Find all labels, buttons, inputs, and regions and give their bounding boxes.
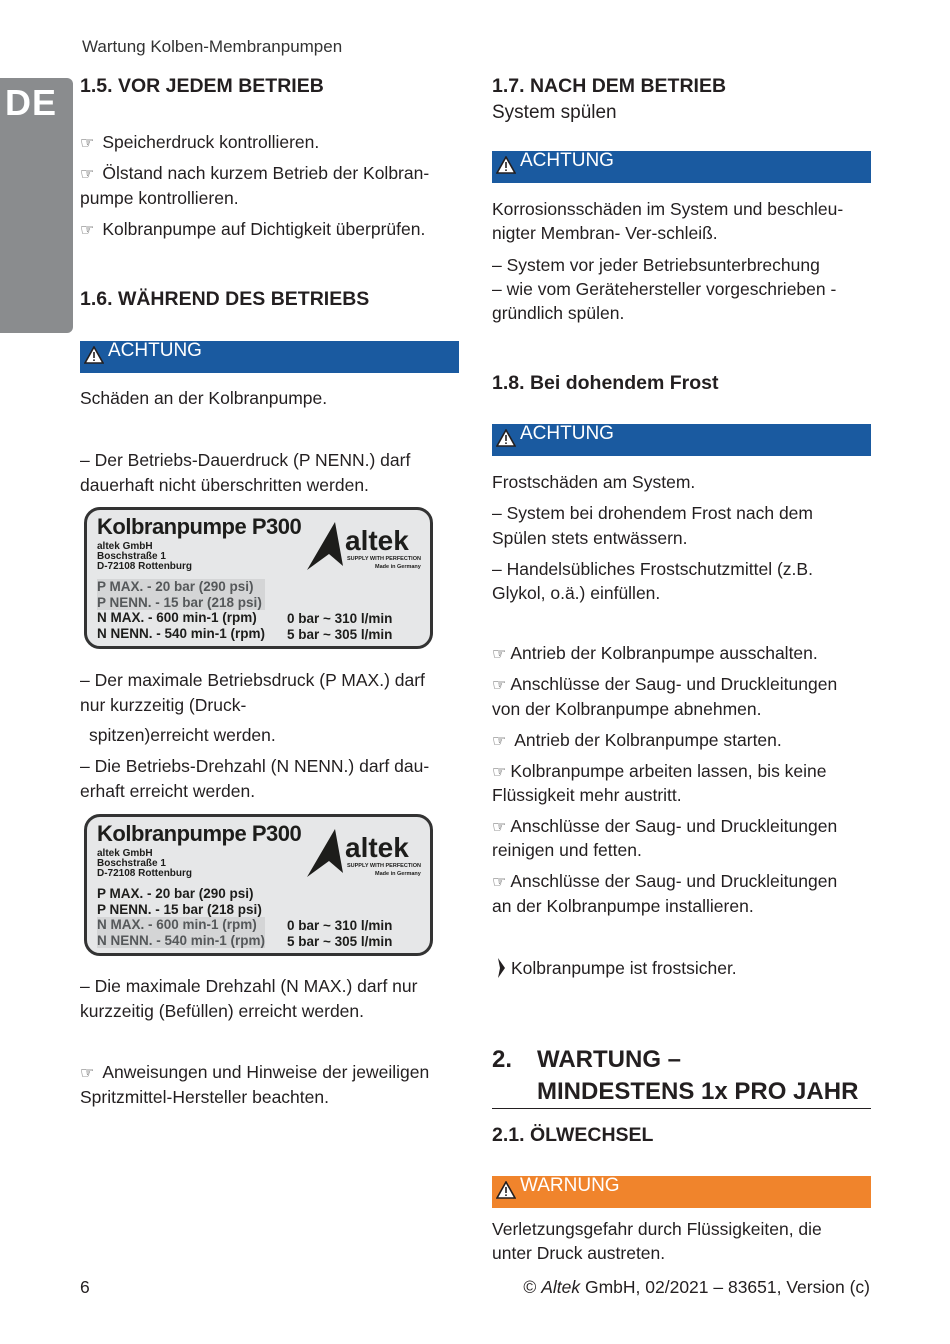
paragraph: kurzzeitig (Befüllen) erreicht werden. [80, 1001, 365, 1021]
list-item: ☞ Antrieb der Kolbranpumpe ausschalten. [492, 643, 818, 663]
running-header: Wartung Kolben-Membranpumpen [82, 37, 343, 56]
section-heading-1-6: 1.6. WÄHREND DES BETRIEBS [80, 288, 370, 310]
paragraph: – Die maximale Drehzahl (N MAX.) darf nur [80, 976, 418, 996]
paragraph: gründlich spülen. [492, 303, 625, 323]
paragraph: Korrosionsschäden im System und beschleu- [492, 199, 844, 219]
paragraph: – System bei drohendem Frost nach dem [492, 503, 813, 523]
paragraph: nur kurzzeitig (Druck- [80, 695, 247, 715]
pointing-hand-icon: ☞ [492, 646, 507, 663]
list-item: ☞ Antrieb der Kolbranpumpe starten. [492, 730, 782, 750]
language-tab [0, 78, 73, 333]
warning-triangle-icon [496, 1181, 516, 1199]
paragraph: – Handelsübliches Frostschutzmittel (z.B. [492, 559, 813, 579]
type-plate-image [84, 814, 433, 956]
altek-logo-icon [305, 520, 433, 574]
achtung-bar: ACHTUNG [80, 341, 459, 373]
list-item-continuation: von der Kolbranpumpe abnehmen. [492, 699, 762, 719]
paragraph: erhaft erreicht werden. [80, 781, 256, 801]
type-plate-image [84, 507, 433, 649]
list-item: ☞ Anschlüsse der Saug- und Druckleitungen [492, 674, 838, 694]
result-line: Kolbranpumpe ist frostsicher. [496, 956, 737, 981]
list-item: ☞ Anschlüsse der Saug- und Druckleitungen [492, 816, 838, 836]
paragraph: – Der Betriebs-Dauerdruck (P NENN.) darf [80, 450, 411, 470]
paragraph: nigter Membran- Ver-schleiß. [492, 223, 718, 243]
warning-triangle-icon [84, 346, 104, 364]
list-item-continuation: pumpe kontrollieren. [80, 188, 239, 208]
section-heading-2-1: 2.1. ÖLWECHSEL [492, 1124, 654, 1146]
altek-logo [305, 520, 433, 574]
list-item: ☞ Kolbranpumpe auf Dichtigkeit überprüfen. [80, 219, 426, 239]
list-item-continuation: Flüssigkeit mehr austritt. [492, 785, 682, 805]
pointing-hand-icon: ☞ [492, 764, 507, 781]
paragraph: – Der maximale Betriebsdruck (P MAX.) darf [80, 670, 425, 690]
list-item: ☞ Speicherdruck kontrollieren. [80, 132, 320, 152]
altek-logo-icon [305, 827, 433, 881]
section-heading-1-5: 1.5. VOR JEDEM BETRIEB [80, 75, 324, 97]
pointing-hand-icon: ☞ [492, 874, 507, 891]
plate-title: Kolbranpumpe P300 [97, 821, 302, 846]
list-item: ☞ Ölstand nach kurzem Betrieb der Kolbran- [80, 163, 430, 183]
paragraph: – wie vom Gerätehersteller vorgeschrieben - [492, 279, 837, 299]
paragraph: Verletzungsgefahr durch Flüssigkeiten, die [492, 1219, 822, 1239]
paragraph: spitzen)erreicht werden. [89, 725, 276, 745]
pointing-hand-icon: ☞ [492, 677, 507, 694]
warnung-bar: WARNUNG [492, 1176, 871, 1208]
logo-tagline: SUPPLY WITH PERFECTION [347, 863, 421, 869]
list-item: ☞ Kolbranpumpe arbeiten lassen, bis keine [492, 761, 827, 781]
altek-logo [305, 827, 433, 881]
plate-flow: 0 bar ~ 310 l/min 5 bar ~ 305 l/min [287, 918, 393, 949]
paragraph: unter Druck austreten. [492, 1243, 666, 1263]
logo-text: altek [345, 525, 409, 556]
paragraph: – Die Betriebs-Drehzahl (N NENN.) darf dau- [80, 756, 430, 776]
chapter-number: 2. [492, 1046, 513, 1073]
list-item: ☞ Anweisungen und Hinweise der jeweiligen [80, 1062, 430, 1082]
plate-flow: 0 bar ~ 310 l/min 5 bar ~ 305 l/min [287, 611, 393, 642]
section-subheading: System spülen [492, 102, 617, 123]
list-item-continuation: an der Kolbranpumpe installieren. [492, 896, 754, 916]
section-heading-1-8: 1.8. Bei dohendem Frost [492, 372, 719, 394]
paragraph: dauerhaft nicht überschritten werden. [80, 475, 369, 495]
section-heading-1-7: 1.7. NACH DEM BETRIEB [492, 75, 727, 97]
plate-address: altek GmbH Boschstraße 1 D-72108 Rottenburg [97, 541, 193, 572]
pointing-hand-icon: ☞ [80, 135, 95, 152]
logo-made: Made in Germany [375, 564, 421, 570]
logo-made: Made in Germany [375, 871, 421, 877]
list-item: ☞ Anschlüsse der Saug- und Druckleitungen [492, 871, 838, 891]
language-tab-label: DE [5, 82, 58, 123]
result-arrow-icon [496, 958, 506, 978]
list-item-continuation: reinigen und fetten. [492, 840, 642, 860]
plate-specs: P MAX. - 20 bar (290 psi) P NENN. - 15 bar (218 psi) N MAX. - 600 min-1 (rpm) N NENN. - 540 min-1 (rpm) [97, 886, 266, 948]
pointing-hand-icon: ☞ [80, 222, 95, 239]
pointing-hand-icon: ☞ [80, 166, 95, 183]
plate-specs: P MAX. - 20 bar (290 psi) P NENN. - 15 bar (218 psi) N MAX. - 600 min-1 (rpm) N NENN. - 540 min-1 (rpm) [97, 579, 266, 641]
copyright-line: © Altek GmbH, 02/2021 – 83651, Version (c) [523, 1277, 870, 1297]
paragraph: Glykol, o.ä.) einfüllen. [492, 583, 661, 603]
achtung-bar: ACHTUNG [492, 151, 871, 183]
chapter-title-line-1: WARTUNG – [537, 1046, 681, 1073]
paragraph: Frostschäden am System. [492, 472, 696, 492]
pointing-hand-icon: ☞ [80, 1065, 95, 1082]
warning-triangle-icon [496, 156, 516, 174]
pointing-hand-icon: ☞ [492, 819, 507, 836]
list-item-continuation: Spritzmittel-Hersteller beachten. [80, 1087, 329, 1107]
page-number: 6 [80, 1277, 90, 1297]
paragraph: Spülen stets entwässern. [492, 528, 688, 548]
plate-address: altek GmbH Boschstraße 1 D-72108 Rottenburg [97, 848, 193, 879]
logo-text: altek [345, 832, 409, 863]
achtung-bar: ACHTUNG [492, 424, 871, 456]
paragraph: Schäden an der Kolbranpumpe. [80, 388, 328, 408]
paragraph: – System vor jeder Betriebsunterbrechung [492, 255, 820, 275]
plate-title: Kolbranpumpe P300 [97, 514, 302, 539]
chapter-divider [492, 1108, 871, 1109]
logo-tagline: SUPPLY WITH PERFECTION [347, 556, 421, 562]
chapter-title-line-2: MINDESTENS 1x PRO JAHR [537, 1078, 859, 1105]
pointing-hand-icon: ☞ [492, 733, 507, 750]
warning-triangle-icon [496, 429, 516, 447]
